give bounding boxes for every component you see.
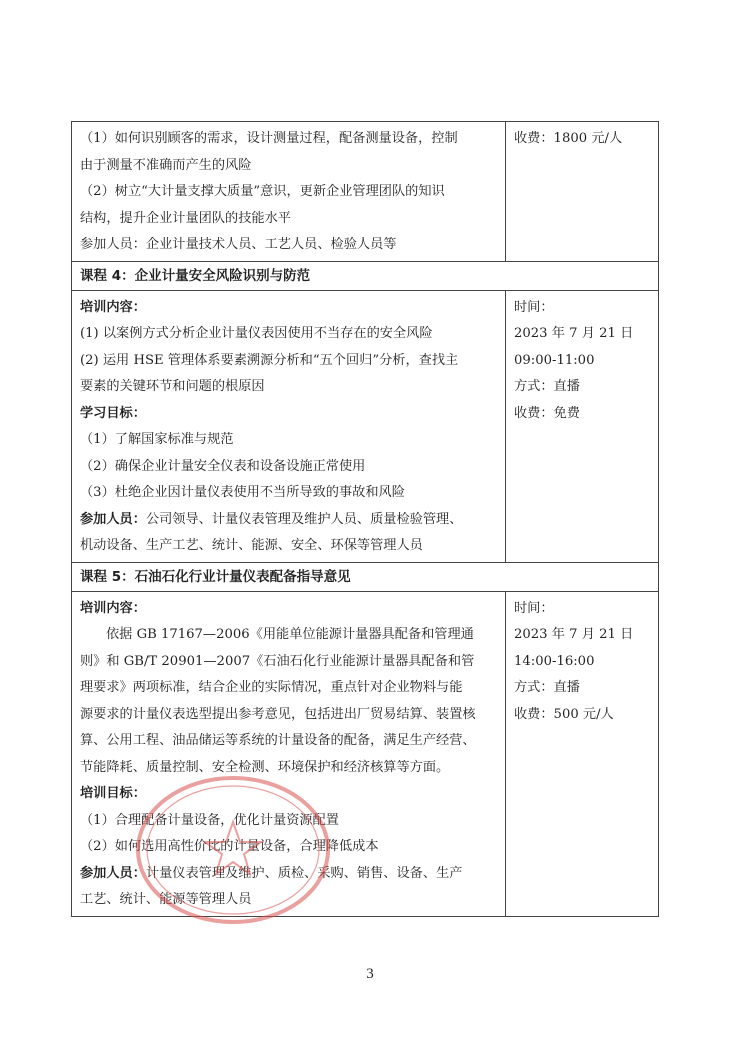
content-cell xyxy=(72,122,506,261)
fee-text: 收费：500 元/人 xyxy=(514,706,614,722)
content-cell xyxy=(72,592,506,916)
text-line: 理要求》两项标准，结合企业的实际情况，重点针对企业物料与能 xyxy=(80,680,463,695)
text-line: 源要求的计量仪表选型提出参考意见，包括进出厂贸易结算、装置核 xyxy=(80,706,476,722)
text-line: 则》和 GB/T 20901—2007《石油石化行业能源计量器具配备和管 xyxy=(80,653,475,669)
fee-text: 收费：1800 元/人 xyxy=(514,131,623,146)
text-line: （1）合理配备计量设备，优化计量资源配置 xyxy=(80,812,339,828)
course-title: 课程 4：企业计量安全风险识别与防范 xyxy=(80,267,311,284)
table-row xyxy=(72,563,658,592)
section-label: 培训目标： xyxy=(80,786,146,801)
text-line: 参加人员：企业计量技术人员、工艺人员、检验人员等 xyxy=(80,237,397,252)
text-line: 工艺、统计、能源等管理人员 xyxy=(80,892,252,907)
text-line: （1）如何识别顾客的需求，设计测量过程，配备测量设备，控制 xyxy=(80,131,458,146)
time-label: 时间： xyxy=(514,600,554,616)
time-text: 09:00-11:00 xyxy=(514,352,595,368)
text-line: （2）如何选用高性价比的计量设备，合理降低成本 xyxy=(80,839,379,854)
info-cell xyxy=(506,592,658,916)
attendee-line xyxy=(80,507,499,534)
table-row xyxy=(72,592,658,916)
text-line: （3）杜绝企业因计量仪表使用不当所导致的事故和风险 xyxy=(80,485,405,500)
section-label: 培训内容： xyxy=(80,299,146,315)
section-label: 培训内容： xyxy=(80,600,146,616)
date-text: 2023 年 7 月 21 日 xyxy=(514,627,634,642)
info-cell xyxy=(506,291,658,562)
text-line: 机动设备、生产工艺、统计、能源、安全、环保等管理人员 xyxy=(80,538,423,553)
text-line: （1）了解国家标准与规范 xyxy=(80,432,234,447)
fee-text: 收费：免费 xyxy=(514,405,580,421)
info-cell xyxy=(506,122,658,261)
course-title: 课程 5：石油石化行业计量仪表配备指导意见 xyxy=(80,568,351,585)
text-line: 结构，提升企业计量团队的技能水平 xyxy=(80,210,291,226)
text-line: （2）确保企业计量安全仪表和设备设施正常使用 xyxy=(80,458,366,474)
page-number: 3 xyxy=(366,966,374,982)
attendee-text: 计量仪表管理及维护、质检、采购、销售、设备、生产 xyxy=(145,865,463,881)
text-line: 要素的关键环节和问题的根原因 xyxy=(80,379,265,394)
text-line: 算、公用工程、油品储运等系统的计量设备的配备，满足生产经营、 xyxy=(80,733,476,748)
mode-text: 方式：直播 xyxy=(514,379,580,394)
attendee-text: 公司领导、计量仪表管理及维护人员、质量检验管理、 xyxy=(145,511,463,527)
text-line: 节能降耗、质量控制、安全检测、环境保护和经济核算等方面。 xyxy=(80,759,450,775)
text-line: 依据 GB 17167—2006《用能单位能源计量器具配备和管理通 xyxy=(106,627,474,642)
section-label: 参加人员： xyxy=(80,865,146,881)
table-row xyxy=(72,291,658,563)
text-line: （2）树立“大计量支撑大质量”意识，更新企业管理团队的知识 xyxy=(80,184,445,199)
table-row xyxy=(72,122,658,262)
section-label: 参加人员： xyxy=(80,511,146,527)
text-line: 由于测量不准确而产生的风险 xyxy=(80,157,252,173)
time-label: 时间： xyxy=(514,299,554,315)
mode-text: 方式：直播 xyxy=(514,680,580,695)
content-cell xyxy=(72,291,506,562)
table-row xyxy=(72,262,658,291)
course-table xyxy=(71,121,659,917)
text-line: (2) 运用 HSE 管理体系要素溯源分析和“五个回归”分析，查找主 xyxy=(80,352,459,368)
date-text: 2023 年 7 月 21 日 xyxy=(514,326,634,341)
section-label: 学习目标： xyxy=(80,405,146,421)
time-text: 14:00-16:00 xyxy=(514,653,595,669)
text-line: (1) 以案例方式分析企业计量仪表因使用不当存在的安全风险 xyxy=(80,326,433,341)
attendee-line xyxy=(80,861,499,888)
